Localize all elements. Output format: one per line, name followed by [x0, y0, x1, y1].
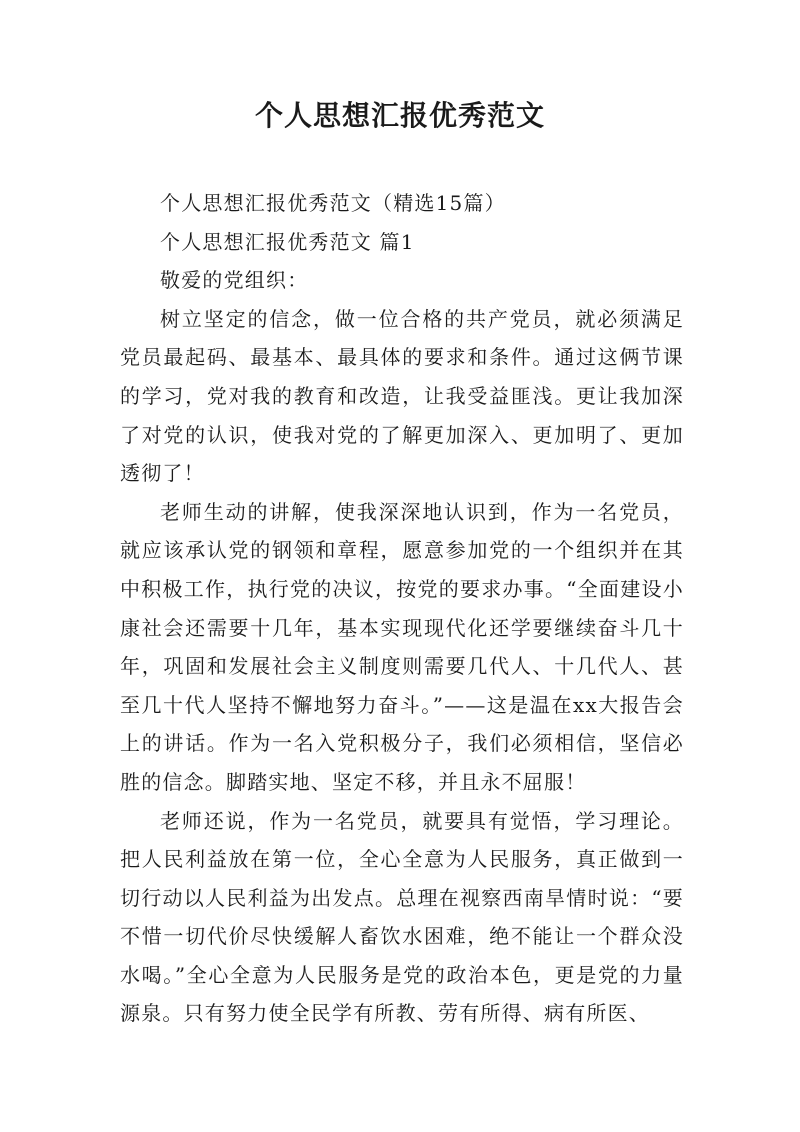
body-paragraph: 树立坚定的信念，做一位合格的共产党员，就必须满足党员最起码、最基本、最具体的要求和条件。通过这俩节课的学习，党对我的教育和改造，让我受益匪浅。更让我加深了对党的认识，使我对党的了解更加深入、更加明了、更加透彻了！ [120, 306, 684, 486]
subtitle-paragraph: 个人思想汇报优秀范文（精选15篇） [160, 191, 506, 215]
document-body [120, 184, 684, 1033]
section-heading-paragraph: 个人思想汇报优秀范文 篇1 [160, 229, 415, 254]
salutation-paragraph: 敬爱的党组织： [160, 268, 309, 293]
body-paragraph: 老师生动的讲解，使我深深地认识到，作为一名党员，就应该承认党的钢领和章程，愿意参加党的一个组织并在其中积极工作，执行党的决议，按党的要求办事。“全面建设小康社会还需要十几年，基本实现现代化还学要继续奋斗几十年，巩固和发展社会主义制度则需要几代人、十几代人、甚至几十代人坚持不懈地努力奋斗。”——这是温在xx大报告会上的讲话。作为一名入党积极分子，我们必须相信，坚信必胜的信念。脚踏实地、坚定不移，并且永不屈服！ [120, 499, 684, 794]
body-paragraph: 老师还说，作为一名党员，就要具有觉悟，学习理论。把人民利益放在第一位，全心全意为人民服务，真正做到一切行动以人民利益为出发点。总理在视察西南旱情时说：“要不惜一切代价尽快缓解人畜饮水困难，绝不能让一个群众没水喝。”全心全意为人民服务是党的政治本色，更是党的力量源泉。只有努力使全民学有所教、劳有所得、病有所医、 [120, 808, 684, 1026]
document-title: 个人思想汇报优秀范文 [254, 99, 545, 132]
